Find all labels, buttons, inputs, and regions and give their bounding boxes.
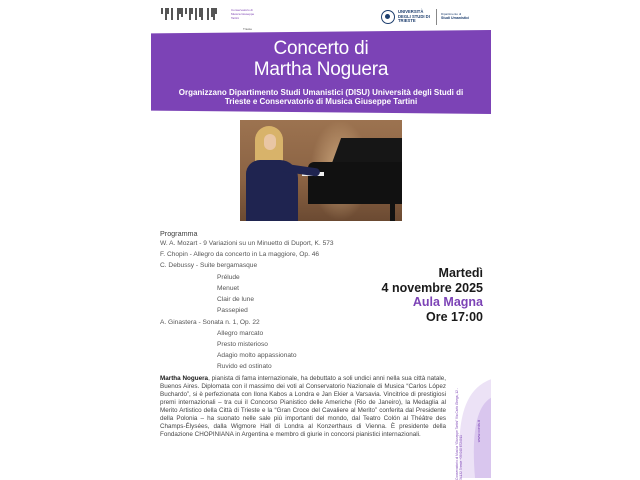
conservatory-url: www.conts.it [476, 420, 481, 443]
ginastera-movement: Ruvido ed ostinato [217, 363, 272, 370]
logo-bar [167, 8, 169, 14]
conservatory-address: Conservatorio di Musica “Giuseppe Tartini” Via Carlo Ghega, 12 - 34132 Trieste +39 040 6724911 [455, 388, 463, 480]
programme-heading: Programma [160, 229, 198, 238]
conservatory-name: Conservatorio di Musica Giuseppe Tartini [231, 8, 255, 20]
programme-line-chopin: F. Chopin - Allegro da concerto in La maggiore, Op. 46 [160, 251, 320, 258]
conservatory-logo-bars [161, 8, 217, 20]
pianist-biography [160, 375, 446, 439]
event-time: Ore 17:00 [426, 309, 483, 324]
logo-bar [191, 8, 193, 14]
bio-text: , pianista di fama internazionale, ha debuttato a soli undici anni nella sua città natale, Buenos Aires. Diplomata con il massimo dei voti al Conservatorio Nazionale di Musica “Carlos López Buchardo”, si è perfezionata con Ilona Kabos a Londra e Jan Ekier a Varsavia. Vincitrice di prestigiosi premi internazionali – tra cui il Concorso Pianistico delle Americhe (Rio de Janeiro), la Medaglia al Merito Artistico della Città di Trieste e la “Gran Croce del Cavaliere al Merito” conferita dal Presidente della Polonia – ha suonato nelle sale più importanti del mondo, dal Teatro Colón al Théâtre des Champs-Élysées, dalla Wigmore Hall di Londra al Konzerthaus di Vienna. È presidente della Fondazione CHOPINIANA in Argentina e membro di giurie in concorsi pianistici internazionali. [160, 375, 446, 438]
event-venue: Aula Magna [412, 295, 483, 309]
title-line-1: Concerto di [273, 38, 369, 59]
bio-name: Martha Noguera [160, 375, 209, 382]
ginastera-movement: Presto misterioso [217, 341, 268, 348]
ginastera-movement: Allegro marcato [217, 330, 264, 337]
logo-bar [207, 8, 209, 20]
logo-bar [201, 8, 203, 20]
title-line-2: Martha Noguera [253, 59, 389, 80]
logo-bar [215, 8, 217, 14]
event-details [382, 266, 483, 324]
university-name: UNIVERSITÀ DEGLI STUDI DI TRIESTE [398, 9, 430, 24]
debussy-movement: Clair de lune [217, 296, 255, 303]
conservatory-logo [161, 8, 217, 26]
ginastera-movement: Adagio molto appassionato [217, 352, 297, 359]
department-prefix: Dipartimento di [441, 12, 462, 16]
event-date: 4 novembre 2025 [381, 280, 483, 295]
organizers-text: Organizzano Dipartimento Studi Umanistici (DISU) Università degli Studi di Trieste e Conservatorio di Musica Giuseppe Tartini [178, 88, 464, 106]
department-label [441, 12, 487, 20]
logo-bar [161, 8, 163, 14]
debussy-movement: Prélude [217, 274, 240, 281]
programme-line-ginastera: A. Ginastera - Sonata n. 1, Op. 22 [160, 319, 260, 326]
logo-divider [436, 9, 437, 25]
logo-bar [171, 8, 173, 20]
debussy-movement: Passepied [217, 307, 248, 314]
logo-bar [181, 8, 183, 17]
university-seal-icon [381, 10, 395, 24]
conservatory-city: Trieste [243, 27, 253, 31]
event-day: Martedì [438, 266, 483, 280]
pianist-photo [240, 120, 402, 221]
department-name: Studi Umanistici [441, 16, 470, 20]
concert-poster [151, 0, 491, 480]
concert-title [151, 38, 491, 80]
debussy-movement: Menuet [217, 285, 239, 292]
programme-line-mozart: W. A. Mozart - 9 Variazioni su un Minuetto di Duport, K. 573 [160, 240, 334, 247]
logo-bar [195, 8, 197, 20]
programme-line-debussy: C. Debussy - Suite bergamasque [160, 262, 258, 269]
logo-bar [185, 8, 187, 14]
